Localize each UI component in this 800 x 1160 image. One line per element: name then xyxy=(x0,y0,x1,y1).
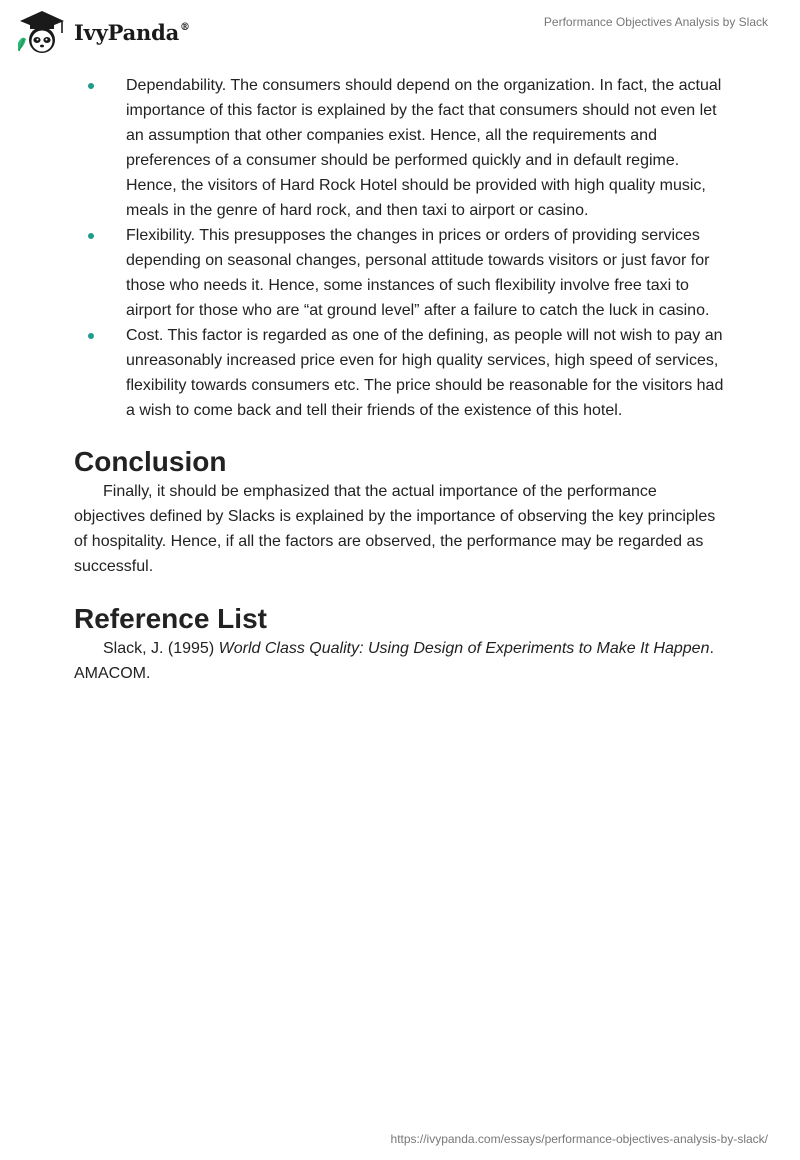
reference-entry xyxy=(74,636,730,686)
objectives-bullet-list xyxy=(74,73,730,423)
list-item-text: Flexibility. This presupposes the changes in prices or orders of providing services depending on seasonal changes, personal attitude towards visitors or just favor for those who needs it. Hence, some instances of such flexibility involve free taxi to airport for those who are “at ground level” after a failure to catch the luck in casino. xyxy=(126,227,710,319)
logo-text: IvyPanda xyxy=(74,19,180,45)
document-title: Performance Objectives Analysis by Slack xyxy=(543,15,768,29)
ivypanda-logo[interactable] xyxy=(16,8,190,56)
reference-author-year: Slack, J. (1995) xyxy=(103,640,219,657)
essay-content xyxy=(74,73,730,686)
conclusion-paragraph: Finally, it should be emphasized that the actual importance of the performance objectives defined by Slacks is explained by the importance of observing the key principles of hospitality. Hence, if all the factors are observed, the performance may be regarded as successful. xyxy=(74,483,716,575)
page-header xyxy=(0,0,800,60)
bullet-dot-icon xyxy=(88,83,94,89)
bullet-dot-icon xyxy=(88,333,94,339)
registered-mark: ® xyxy=(180,21,190,33)
reference-list-heading: Reference List xyxy=(74,603,267,634)
list-item xyxy=(74,223,730,323)
reference-publisher: . AMACOM. xyxy=(74,640,714,682)
list-item xyxy=(74,73,730,223)
panda-graduation-cap-icon xyxy=(16,9,68,55)
logo-wordmark xyxy=(74,20,190,45)
reference-title: World Class Quality: Using Design of Experiments to Make It Happen xyxy=(218,640,710,657)
list-item xyxy=(74,323,730,423)
list-item-text: Cost. This factor is regarded as one of the defining, as people will not wish to pay an unreasonably increased price even for high quality services, high speed of services, flexibility towards consumers etc. The price should be reasonable for the visitors had a wish to come back and tell their friends of the existence of this hotel. xyxy=(126,327,724,419)
bullet-dot-icon xyxy=(88,233,94,239)
footer-url[interactable]: https://ivypanda.com/essays/performance-objectives-analysis-by-slack/ xyxy=(390,1132,768,1146)
conclusion-heading: Conclusion xyxy=(74,446,227,477)
list-item-text: Dependability. The consumers should depend on the organization. In fact, the actual importance of this factor is explained by the fact that consumers should not even let an assumption that other companies exist. Hence, all the requirements and preferences of a consumer should be performed quickly and in default regime. Hence, the visitors of Hard Rock Hotel should be provided with high quality music, meals in the genre of hard rock, and then taxi to airport or casino. xyxy=(126,77,722,219)
